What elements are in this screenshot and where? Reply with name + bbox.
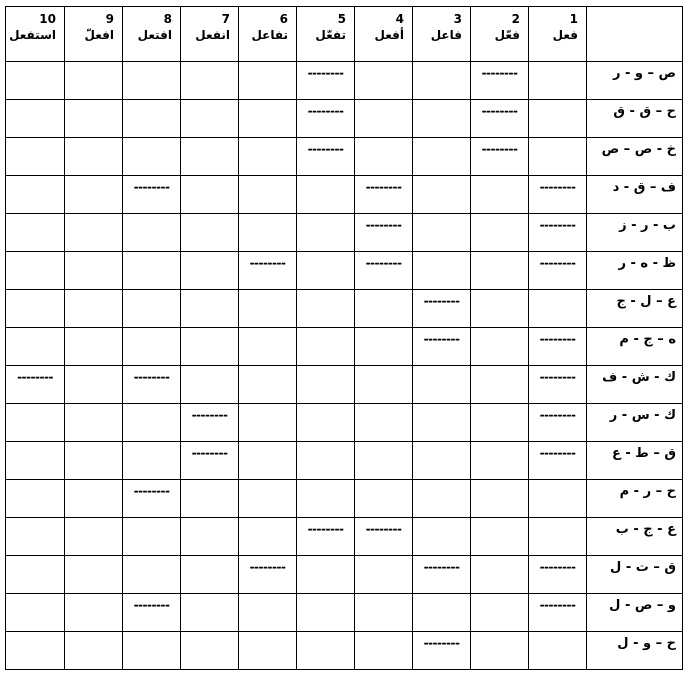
table-row xyxy=(6,366,683,404)
column-header-form-10 xyxy=(6,7,65,62)
form-cell[interactable] xyxy=(413,214,471,252)
form-cell[interactable] xyxy=(297,252,355,290)
root-letters: ظ - ه - ر xyxy=(618,256,676,271)
root-letters: ه – ج - م xyxy=(619,332,676,347)
not-applicable-dash: -------- xyxy=(423,560,460,574)
form-cell[interactable] xyxy=(181,100,239,138)
form-cell[interactable] xyxy=(529,62,587,100)
root-cell xyxy=(587,138,683,176)
form-cell[interactable] xyxy=(123,632,181,670)
form-cell[interactable] xyxy=(239,252,297,290)
form-cell[interactable] xyxy=(413,176,471,214)
form-cell[interactable] xyxy=(355,594,413,632)
not-applicable-dash: -------- xyxy=(133,484,170,498)
form-cell[interactable] xyxy=(413,480,471,518)
form-cell[interactable] xyxy=(6,290,65,328)
table-row xyxy=(6,518,683,556)
form-cell[interactable] xyxy=(355,290,413,328)
form-cell[interactable] xyxy=(6,214,65,252)
table-row xyxy=(6,404,683,442)
table-row xyxy=(6,214,683,252)
form-cell[interactable] xyxy=(65,518,123,556)
form-cell[interactable] xyxy=(355,518,413,556)
form-cell[interactable] xyxy=(123,138,181,176)
form-cell[interactable] xyxy=(181,176,239,214)
form-cell[interactable] xyxy=(471,404,529,442)
form-cell[interactable] xyxy=(529,442,587,480)
form-cell[interactable] xyxy=(123,518,181,556)
form-cell[interactable] xyxy=(65,214,123,252)
form-cell[interactable] xyxy=(471,138,529,176)
form-cell[interactable] xyxy=(181,404,239,442)
not-applicable-dash: -------- xyxy=(365,256,402,270)
form-number: 7 xyxy=(221,12,230,26)
not-applicable-dash: -------- xyxy=(481,104,518,118)
not-applicable-dash: -------- xyxy=(539,332,576,346)
form-cell[interactable] xyxy=(65,442,123,480)
form-cell[interactable] xyxy=(239,366,297,404)
not-applicable-dash: -------- xyxy=(539,256,576,270)
form-cell[interactable] xyxy=(529,138,587,176)
form-cell[interactable] xyxy=(471,366,529,404)
form-cell[interactable] xyxy=(123,366,181,404)
form-cell[interactable] xyxy=(123,214,181,252)
form-cell[interactable] xyxy=(355,62,413,100)
form-cell[interactable] xyxy=(297,62,355,100)
root-letters: ك - س - ر xyxy=(609,408,676,423)
form-cell[interactable] xyxy=(239,138,297,176)
table-row xyxy=(6,632,683,670)
form-cell[interactable] xyxy=(6,404,65,442)
table-row xyxy=(6,556,683,594)
form-cell[interactable] xyxy=(239,480,297,518)
form-cell[interactable] xyxy=(529,214,587,252)
form-cell[interactable] xyxy=(529,480,587,518)
not-applicable-dash: -------- xyxy=(539,218,576,232)
root-letters: خ - ص – ص xyxy=(601,142,676,157)
form-number: 2 xyxy=(511,12,520,26)
form-number: 1 xyxy=(569,12,578,26)
not-applicable-dash: -------- xyxy=(423,332,460,346)
not-applicable-dash: -------- xyxy=(365,522,402,536)
form-cell[interactable] xyxy=(181,632,239,670)
form-cell[interactable] xyxy=(413,366,471,404)
form-cell[interactable] xyxy=(65,366,123,404)
form-cell[interactable] xyxy=(123,252,181,290)
root-cell xyxy=(587,366,683,404)
form-pattern: تفاعل xyxy=(251,28,288,42)
root-letters: ح – و - ل xyxy=(617,636,676,651)
form-cell[interactable] xyxy=(6,594,65,632)
form-cell[interactable] xyxy=(297,404,355,442)
form-cell[interactable] xyxy=(6,518,65,556)
form-cell[interactable] xyxy=(297,480,355,518)
table-row xyxy=(6,176,683,214)
root-letters: ع – ل - ج xyxy=(616,294,676,309)
form-cell[interactable] xyxy=(297,632,355,670)
form-cell[interactable] xyxy=(65,176,123,214)
table-row xyxy=(6,442,683,480)
form-cell[interactable] xyxy=(471,442,529,480)
table-row xyxy=(6,138,683,176)
root-letters: ك - ش - ف xyxy=(602,370,676,385)
form-pattern: افعلّ xyxy=(84,28,114,42)
form-cell[interactable] xyxy=(239,214,297,252)
form-cell[interactable] xyxy=(297,328,355,366)
form-cell[interactable] xyxy=(297,594,355,632)
form-cell[interactable] xyxy=(65,62,123,100)
form-cell[interactable] xyxy=(355,556,413,594)
form-pattern: تفعّل xyxy=(315,28,346,42)
not-applicable-dash: -------- xyxy=(539,408,576,422)
not-applicable-dash: -------- xyxy=(249,560,286,574)
form-cell[interactable] xyxy=(239,176,297,214)
root-cell xyxy=(587,176,683,214)
form-cell[interactable] xyxy=(6,556,65,594)
form-cell[interactable] xyxy=(297,366,355,404)
form-cell[interactable] xyxy=(181,62,239,100)
form-cell[interactable] xyxy=(181,480,239,518)
form-cell[interactable] xyxy=(181,518,239,556)
form-cell[interactable] xyxy=(6,480,65,518)
form-cell[interactable] xyxy=(65,594,123,632)
table-row xyxy=(6,328,683,366)
root-letters: ع - ج - ب xyxy=(615,522,676,537)
form-cell[interactable] xyxy=(123,556,181,594)
form-cell[interactable] xyxy=(65,480,123,518)
form-cell[interactable] xyxy=(471,518,529,556)
form-cell[interactable] xyxy=(239,100,297,138)
form-cell[interactable] xyxy=(239,404,297,442)
form-cell[interactable] xyxy=(181,556,239,594)
form-cell[interactable] xyxy=(181,138,239,176)
form-cell[interactable] xyxy=(297,100,355,138)
form-cell[interactable] xyxy=(6,62,65,100)
root-cell xyxy=(587,518,683,556)
form-number: 10 xyxy=(39,12,56,26)
form-cell[interactable] xyxy=(297,138,355,176)
not-applicable-dash: -------- xyxy=(539,560,576,574)
form-cell[interactable] xyxy=(239,290,297,328)
form-pattern: افتعل xyxy=(137,28,172,42)
column-header-form-7 xyxy=(181,7,239,62)
root-cell xyxy=(587,442,683,480)
form-cell[interactable] xyxy=(297,214,355,252)
form-number: 5 xyxy=(337,12,346,26)
form-cell[interactable] xyxy=(65,138,123,176)
form-cell[interactable] xyxy=(529,252,587,290)
column-header-form-1 xyxy=(529,7,587,62)
column-header-form-5 xyxy=(297,7,355,62)
form-cell[interactable] xyxy=(529,518,587,556)
not-applicable-dash: -------- xyxy=(133,370,170,384)
root-cell xyxy=(587,290,683,328)
column-header-form-2 xyxy=(471,7,529,62)
form-cell[interactable] xyxy=(123,404,181,442)
form-cell[interactable] xyxy=(297,556,355,594)
form-cell[interactable] xyxy=(123,176,181,214)
form-cell[interactable] xyxy=(297,176,355,214)
not-applicable-dash: -------- xyxy=(481,142,518,156)
form-cell[interactable] xyxy=(355,328,413,366)
table-row xyxy=(6,62,683,100)
form-cell[interactable] xyxy=(239,632,297,670)
root-cell xyxy=(587,252,683,290)
column-header-form-8 xyxy=(123,7,181,62)
form-cell[interactable] xyxy=(471,62,529,100)
root-cell xyxy=(587,480,683,518)
form-cell[interactable] xyxy=(529,404,587,442)
not-applicable-dash: -------- xyxy=(307,66,344,80)
form-pattern: فعّل xyxy=(494,28,520,42)
form-cell[interactable] xyxy=(6,176,65,214)
root-column-header xyxy=(587,7,683,62)
form-cell[interactable] xyxy=(413,100,471,138)
form-cell[interactable] xyxy=(239,518,297,556)
form-cell[interactable] xyxy=(181,214,239,252)
form-cell[interactable] xyxy=(297,518,355,556)
form-cell[interactable] xyxy=(123,290,181,328)
form-cell[interactable] xyxy=(355,632,413,670)
form-cell[interactable] xyxy=(181,290,239,328)
form-cell[interactable] xyxy=(181,594,239,632)
column-header-form-3 xyxy=(413,7,471,62)
form-cell[interactable] xyxy=(471,290,529,328)
form-cell[interactable] xyxy=(529,366,587,404)
form-cell[interactable] xyxy=(355,138,413,176)
form-cell[interactable] xyxy=(65,404,123,442)
not-applicable-dash: -------- xyxy=(133,598,170,612)
form-cell[interactable] xyxy=(529,290,587,328)
not-applicable-dash: -------- xyxy=(539,598,576,612)
form-cell[interactable] xyxy=(123,62,181,100)
form-pattern: انفعل xyxy=(195,28,230,42)
form-cell[interactable] xyxy=(471,176,529,214)
form-cell[interactable] xyxy=(6,100,65,138)
not-applicable-dash: -------- xyxy=(307,142,344,156)
form-cell[interactable] xyxy=(181,252,239,290)
form-cell[interactable] xyxy=(355,176,413,214)
not-applicable-dash: -------- xyxy=(307,522,344,536)
form-cell[interactable] xyxy=(471,556,529,594)
not-applicable-dash: -------- xyxy=(365,180,402,194)
header-row xyxy=(6,7,683,62)
form-cell[interactable] xyxy=(413,594,471,632)
root-cell xyxy=(587,328,683,366)
root-cell xyxy=(587,404,683,442)
form-cell[interactable] xyxy=(239,556,297,594)
form-cell[interactable] xyxy=(529,328,587,366)
form-cell[interactable] xyxy=(355,252,413,290)
table-row xyxy=(6,290,683,328)
not-applicable-dash: -------- xyxy=(481,66,518,80)
root-cell xyxy=(587,62,683,100)
form-cell[interactable] xyxy=(355,366,413,404)
column-header-form-6 xyxy=(239,7,297,62)
root-letters: و – ص - ل xyxy=(609,598,676,613)
not-applicable-dash: -------- xyxy=(307,104,344,118)
form-cell[interactable] xyxy=(355,404,413,442)
form-cell[interactable] xyxy=(471,100,529,138)
form-cell[interactable] xyxy=(413,556,471,594)
form-cell[interactable] xyxy=(65,100,123,138)
form-cell[interactable] xyxy=(471,328,529,366)
not-applicable-dash: -------- xyxy=(539,180,576,194)
form-cell[interactable] xyxy=(65,252,123,290)
form-cell[interactable] xyxy=(471,214,529,252)
not-applicable-dash: -------- xyxy=(133,180,170,194)
not-applicable-dash: -------- xyxy=(249,256,286,270)
form-cell[interactable] xyxy=(413,138,471,176)
form-cell[interactable] xyxy=(471,480,529,518)
form-cell[interactable] xyxy=(65,290,123,328)
not-applicable-dash: -------- xyxy=(423,294,460,308)
form-cell[interactable] xyxy=(413,442,471,480)
not-applicable-dash: -------- xyxy=(539,370,576,384)
table-row xyxy=(6,252,683,290)
form-cell[interactable] xyxy=(123,480,181,518)
table-row xyxy=(6,100,683,138)
column-header-form-9 xyxy=(65,7,123,62)
form-cell[interactable] xyxy=(181,328,239,366)
root-letters: ح – ر - م xyxy=(619,484,676,499)
root-cell xyxy=(587,594,683,632)
root-letters: ب - ر - ز xyxy=(619,218,676,233)
form-cell[interactable] xyxy=(471,252,529,290)
form-cell[interactable] xyxy=(471,632,529,670)
form-cell[interactable] xyxy=(65,556,123,594)
form-cell[interactable] xyxy=(6,138,65,176)
table-row xyxy=(6,480,683,518)
column-header-form-4 xyxy=(355,7,413,62)
form-cell[interactable] xyxy=(355,214,413,252)
form-cell[interactable] xyxy=(297,442,355,480)
root-cell xyxy=(587,214,683,252)
form-cell[interactable] xyxy=(123,594,181,632)
verb-forms-table-container xyxy=(5,6,683,670)
root-letters: ح – ق - ق xyxy=(613,104,676,119)
root-letters: ص – و - ر xyxy=(612,66,676,81)
root-letters: ق – ط - ع xyxy=(611,446,676,461)
form-cell[interactable] xyxy=(413,252,471,290)
root-cell xyxy=(587,556,683,594)
form-number: 6 xyxy=(279,12,288,26)
form-cell[interactable] xyxy=(355,100,413,138)
form-number: 3 xyxy=(453,12,462,26)
form-cell[interactable] xyxy=(123,442,181,480)
not-applicable-dash: -------- xyxy=(17,370,53,384)
form-cell[interactable] xyxy=(529,100,587,138)
form-cell[interactable] xyxy=(355,480,413,518)
not-applicable-dash: -------- xyxy=(191,446,228,460)
not-applicable-dash: -------- xyxy=(365,218,402,232)
verb-forms-table xyxy=(5,6,683,670)
not-applicable-dash: -------- xyxy=(423,636,460,650)
form-cell[interactable] xyxy=(413,328,471,366)
form-cell[interactable] xyxy=(181,442,239,480)
not-applicable-dash: -------- xyxy=(539,446,576,460)
form-cell[interactable] xyxy=(413,404,471,442)
root-letters: ق – ت - ل xyxy=(610,560,676,575)
form-cell[interactable] xyxy=(6,442,65,480)
form-cell[interactable] xyxy=(6,328,65,366)
form-cell[interactable] xyxy=(6,366,65,404)
table-row xyxy=(6,594,683,632)
form-pattern: استفعل xyxy=(9,28,56,42)
form-cell[interactable] xyxy=(297,290,355,328)
form-cell[interactable] xyxy=(529,176,587,214)
form-cell[interactable] xyxy=(239,62,297,100)
form-cell[interactable] xyxy=(239,594,297,632)
not-applicable-dash: -------- xyxy=(191,408,228,422)
form-cell[interactable] xyxy=(123,100,181,138)
form-cell[interactable] xyxy=(65,632,123,670)
form-cell[interactable] xyxy=(529,556,587,594)
form-cell[interactable] xyxy=(529,632,587,670)
form-number: 9 xyxy=(105,12,114,26)
form-cell[interactable] xyxy=(239,328,297,366)
form-cell[interactable] xyxy=(413,62,471,100)
form-number: 8 xyxy=(163,12,172,26)
form-cell[interactable] xyxy=(413,290,471,328)
form-cell[interactable] xyxy=(413,518,471,556)
form-cell[interactable] xyxy=(6,252,65,290)
form-cell[interactable] xyxy=(65,328,123,366)
form-number: 4 xyxy=(395,12,404,26)
form-pattern: أفعل xyxy=(374,28,404,42)
form-pattern: فعل xyxy=(552,28,578,42)
form-pattern: فاعل xyxy=(430,28,462,42)
form-cell[interactable] xyxy=(413,632,471,670)
root-letters: ف – ق - د xyxy=(612,180,676,195)
form-cell[interactable] xyxy=(529,594,587,632)
form-cell[interactable] xyxy=(123,328,181,366)
form-cell[interactable] xyxy=(6,632,65,670)
form-cell[interactable] xyxy=(355,442,413,480)
form-cell[interactable] xyxy=(239,442,297,480)
root-cell xyxy=(587,100,683,138)
root-cell xyxy=(587,632,683,670)
form-cell[interactable] xyxy=(181,366,239,404)
form-cell[interactable] xyxy=(471,594,529,632)
